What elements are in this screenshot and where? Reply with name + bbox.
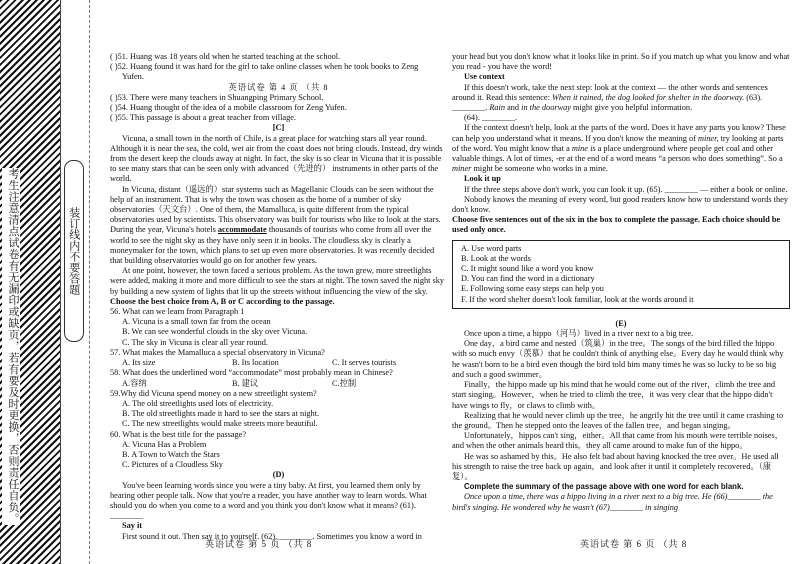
right-column: [452, 0, 790, 513]
question-60: 60. What is the best title for the passage?: [110, 429, 247, 439]
look-paragraph-1: If the three steps above don't work, you can look it up. (65). ________ — either a book or online.: [464, 184, 788, 194]
option: C. The new streetlights would make streets more beautiful.: [122, 419, 318, 429]
e-paragraph-4: Realizing that he would never climb up the tree，he angrily hit the tree until it came crashing to the ground。Then he stepped onto the leaves of the fallen tree，and began singing。: [452, 410, 784, 430]
choice-b: B. Look at the words: [461, 253, 531, 263]
c-paragraph-2: In Vicuna, distant（遥远的）star systems such as Magellanic Clouds can be seen without the help of an instrument. That is why the town was chosen as the home of a number of sky observatories（天文台）. One of them, the Mamalluca, is quite different from the typical observatories used by scientists. This observatory was built for tourists who like to look at the stars. During the year, Vicuna's hotels accommodate thousands of tourists who come from all over the world to see the night sky as they have only seen it in books. The cloudless sky is clearly a moneymaker for the town, which plans to set up even more observatories. It was recently decided that building observatories would go on for another few years.: [110, 184, 441, 266]
question-58: 58. What does the underlined word “accommodate” most probably mean in Chinese?: [110, 368, 393, 378]
choice-d: D. You can find the word in a dictionary: [461, 274, 595, 284]
section-c-title: [C]: [272, 123, 285, 133]
section-e-title: (E): [615, 318, 627, 328]
e-paragraph-5: Unfortunately，hippos can't sing，either。All that came from his mouth were terrible noises，and when the other animals heard this，they all came around to make fun of the hippo。: [452, 431, 784, 451]
c-paragraph-1: Vicuna, a small town in the north of Chile, is a great place for watching stars all year round. Although it is near the sea, the cold, wet air from the coast does not bring clouds. Instead, dry winds from the desert keep the clouds away at night. In fact, the sky is so clear in Vicuna that it is possible to see many stars that can be seen only with advanced（先进的） instruments in other parts of the world.: [110, 133, 443, 184]
look-it-up-heading: Look it up: [464, 174, 501, 184]
section-d-title: (D): [272, 470, 285, 480]
question-55: ( )55. This passage is about a great teacher from village.: [110, 113, 296, 123]
option: C. Pictures of a Cloudless Sky: [122, 460, 223, 470]
c-instruction: Choose the best choice from A, B or C according to the passage.: [110, 296, 335, 306]
choice-c: C. It might sound like a word you know: [461, 264, 594, 274]
look-paragraph-2: Nobody knows the meaning of every word, but good readers know how to understand words they don't know.: [452, 194, 788, 215]
option: B. We can see wonderful clouds in the sky over Vicuna.: [122, 327, 308, 337]
option: B. A Town to Watch the Stars: [122, 449, 220, 459]
question-56: 56. What can we learn from Paragraph 1: [110, 307, 245, 317]
underlined-word: accommodate: [217, 225, 267, 235]
use-context-heading: Use context: [464, 72, 505, 82]
e-instruction: Complete the summary of the passage above with one word for each blank.: [464, 482, 744, 492]
option: B. The old streetlights made it hard to see the stars at night.: [122, 409, 320, 419]
say-it-text: First sound it out. Then say it to yourself. (62). ________. Sometimes you know a word in: [122, 531, 422, 541]
blank-64: (64). ________.: [464, 113, 518, 123]
c-paragraph-3: At one point, however, the town faced a serious problem. As the town grew, more streetlights were added, making it more and more difficult to see the stars at night. The town saved the night sky by building a new system of lights that lit up the streets without influencing the view of the sky.: [110, 266, 445, 296]
d-intro: You've been learning words since you were a tiny baby. At first, you learned them only by hearing other people talk. Now that you're a reader, you have another way to learn words. What should you do when you come to a word and you think you don't know what it means? (61). ________: [110, 480, 427, 521]
d-continuation: your head but you don't know what it looks like in print. So if you match up what you know and what you read - you have the word!: [452, 52, 790, 72]
exam-warning: 考生注意清点试卷有无漏印或缺页，若有要及时更换，否则责任自负。: [2, 168, 20, 525]
option: C. The sky in Vicuna is clear all year round.: [122, 337, 268, 347]
option-row: A.容纳 B. 建议 C.控制: [122, 378, 357, 388]
page-footer-5: 英语试卷 第 5 页 （共 8: [205, 539, 313, 549]
option: A. Vicuna Has a Problem: [122, 439, 207, 449]
page-footer-6: 英语试卷 第 6 页 （共 8: [580, 539, 688, 549]
option: A. The old streetlights used lots of electricity.: [122, 398, 274, 408]
context-paragraph-2: If the context doesn't help, look at the parts of the word. Does it have any parts you know? These can help you understand what it means. If you don't know the meaning of miner, try looking at parts of the word. You might know that a mine is a place underground where people get coal and other valuable things. A lot of times, -er at the end of a word means “a person who does something”. So a miner might be someone who works in a mine.: [452, 123, 786, 174]
choice-e: E. Following some easy steps can help you: [461, 284, 604, 294]
d-instruction: Choose five sentences out of the six in the box to complete the passage. Each choice should be used only once.: [452, 215, 781, 235]
binding-line-notice: 装订线内不要答题: [64, 160, 84, 342]
option: A. Vicuna is a small town far from the ocean: [122, 317, 271, 327]
choice-f: F. If the word shelter doesn't look familiar, look at the words around it: [461, 294, 694, 304]
choice-a: A. Use word parts: [461, 243, 522, 253]
e-paragraph-6: He was so ashamed by this。He also felt bad about having knocked the tree over。He used all his strength to raise the tree back up again，and look after it until it completely recovered。（康复）。: [452, 451, 779, 481]
question-52: ( )52. Huang found it was hard for the girl to take online classes when he took books to Zeng: [110, 62, 419, 72]
question-57: 57. What makes the Mamalluca a special observatory in Vicuna?: [110, 347, 325, 357]
page-header-4: 英语试卷 第 4 页 （共 8: [228, 82, 329, 92]
question-51: ( )51. Huang was 18 years old when he started teaching at the school.: [110, 52, 341, 61]
question-59: 59.Why did Vicuna spend money on a new streetlight system?: [110, 388, 317, 398]
e-paragraph-3: Finally，the hippo made up his mind that he would come out of the river，climb the tree and start singing。However，when he tried to climb the tree，it was very clear that the hippo didn't have wings to fly，or claws to climb with。: [452, 380, 776, 410]
context-paragraph-1: If this doesn't work, take the next step: look at the context — the other words and sentences around it. Read this sentence: When it rained, the dog looked for shelter in the doorway. (63). ________. Rain and in the doorway might give you helpful information.: [452, 82, 768, 113]
choice-box: [452, 240, 790, 309]
e-summary: Once upon a time, there was a hippo living in a river next to a big tree. He (66)________ the bird's singing. He wondered why he wasn't (67)________ in singing: [452, 492, 773, 512]
question-52-cont: Yufen.: [122, 72, 144, 82]
e-paragraph-1: Once upon a time, a hippo（河马）lived in a river next to a big tree.: [464, 329, 694, 339]
question-54: ( )54. Huang thought of the idea of a mobile classroom for Zeng Yufen.: [110, 103, 347, 113]
question-53: ( )53. There were many teachers in Shuangping Primary School.: [110, 92, 324, 102]
e-paragraph-2: One day，a bird came and nested（筑巢）in the tree。The songs of the bird filled the hippo with so much envy（羡慕）that he couldn't think of anything else。Every day he would think why he wasn't born to be a bird even though the bird told him many times he was so lucky to be so big and such a good swimmer。: [452, 339, 784, 379]
say-it-heading: Say it: [122, 521, 143, 531]
option-row: A. Its size B. Its location C. It serves tourists: [122, 358, 397, 368]
left-column: [110, 0, 447, 542]
